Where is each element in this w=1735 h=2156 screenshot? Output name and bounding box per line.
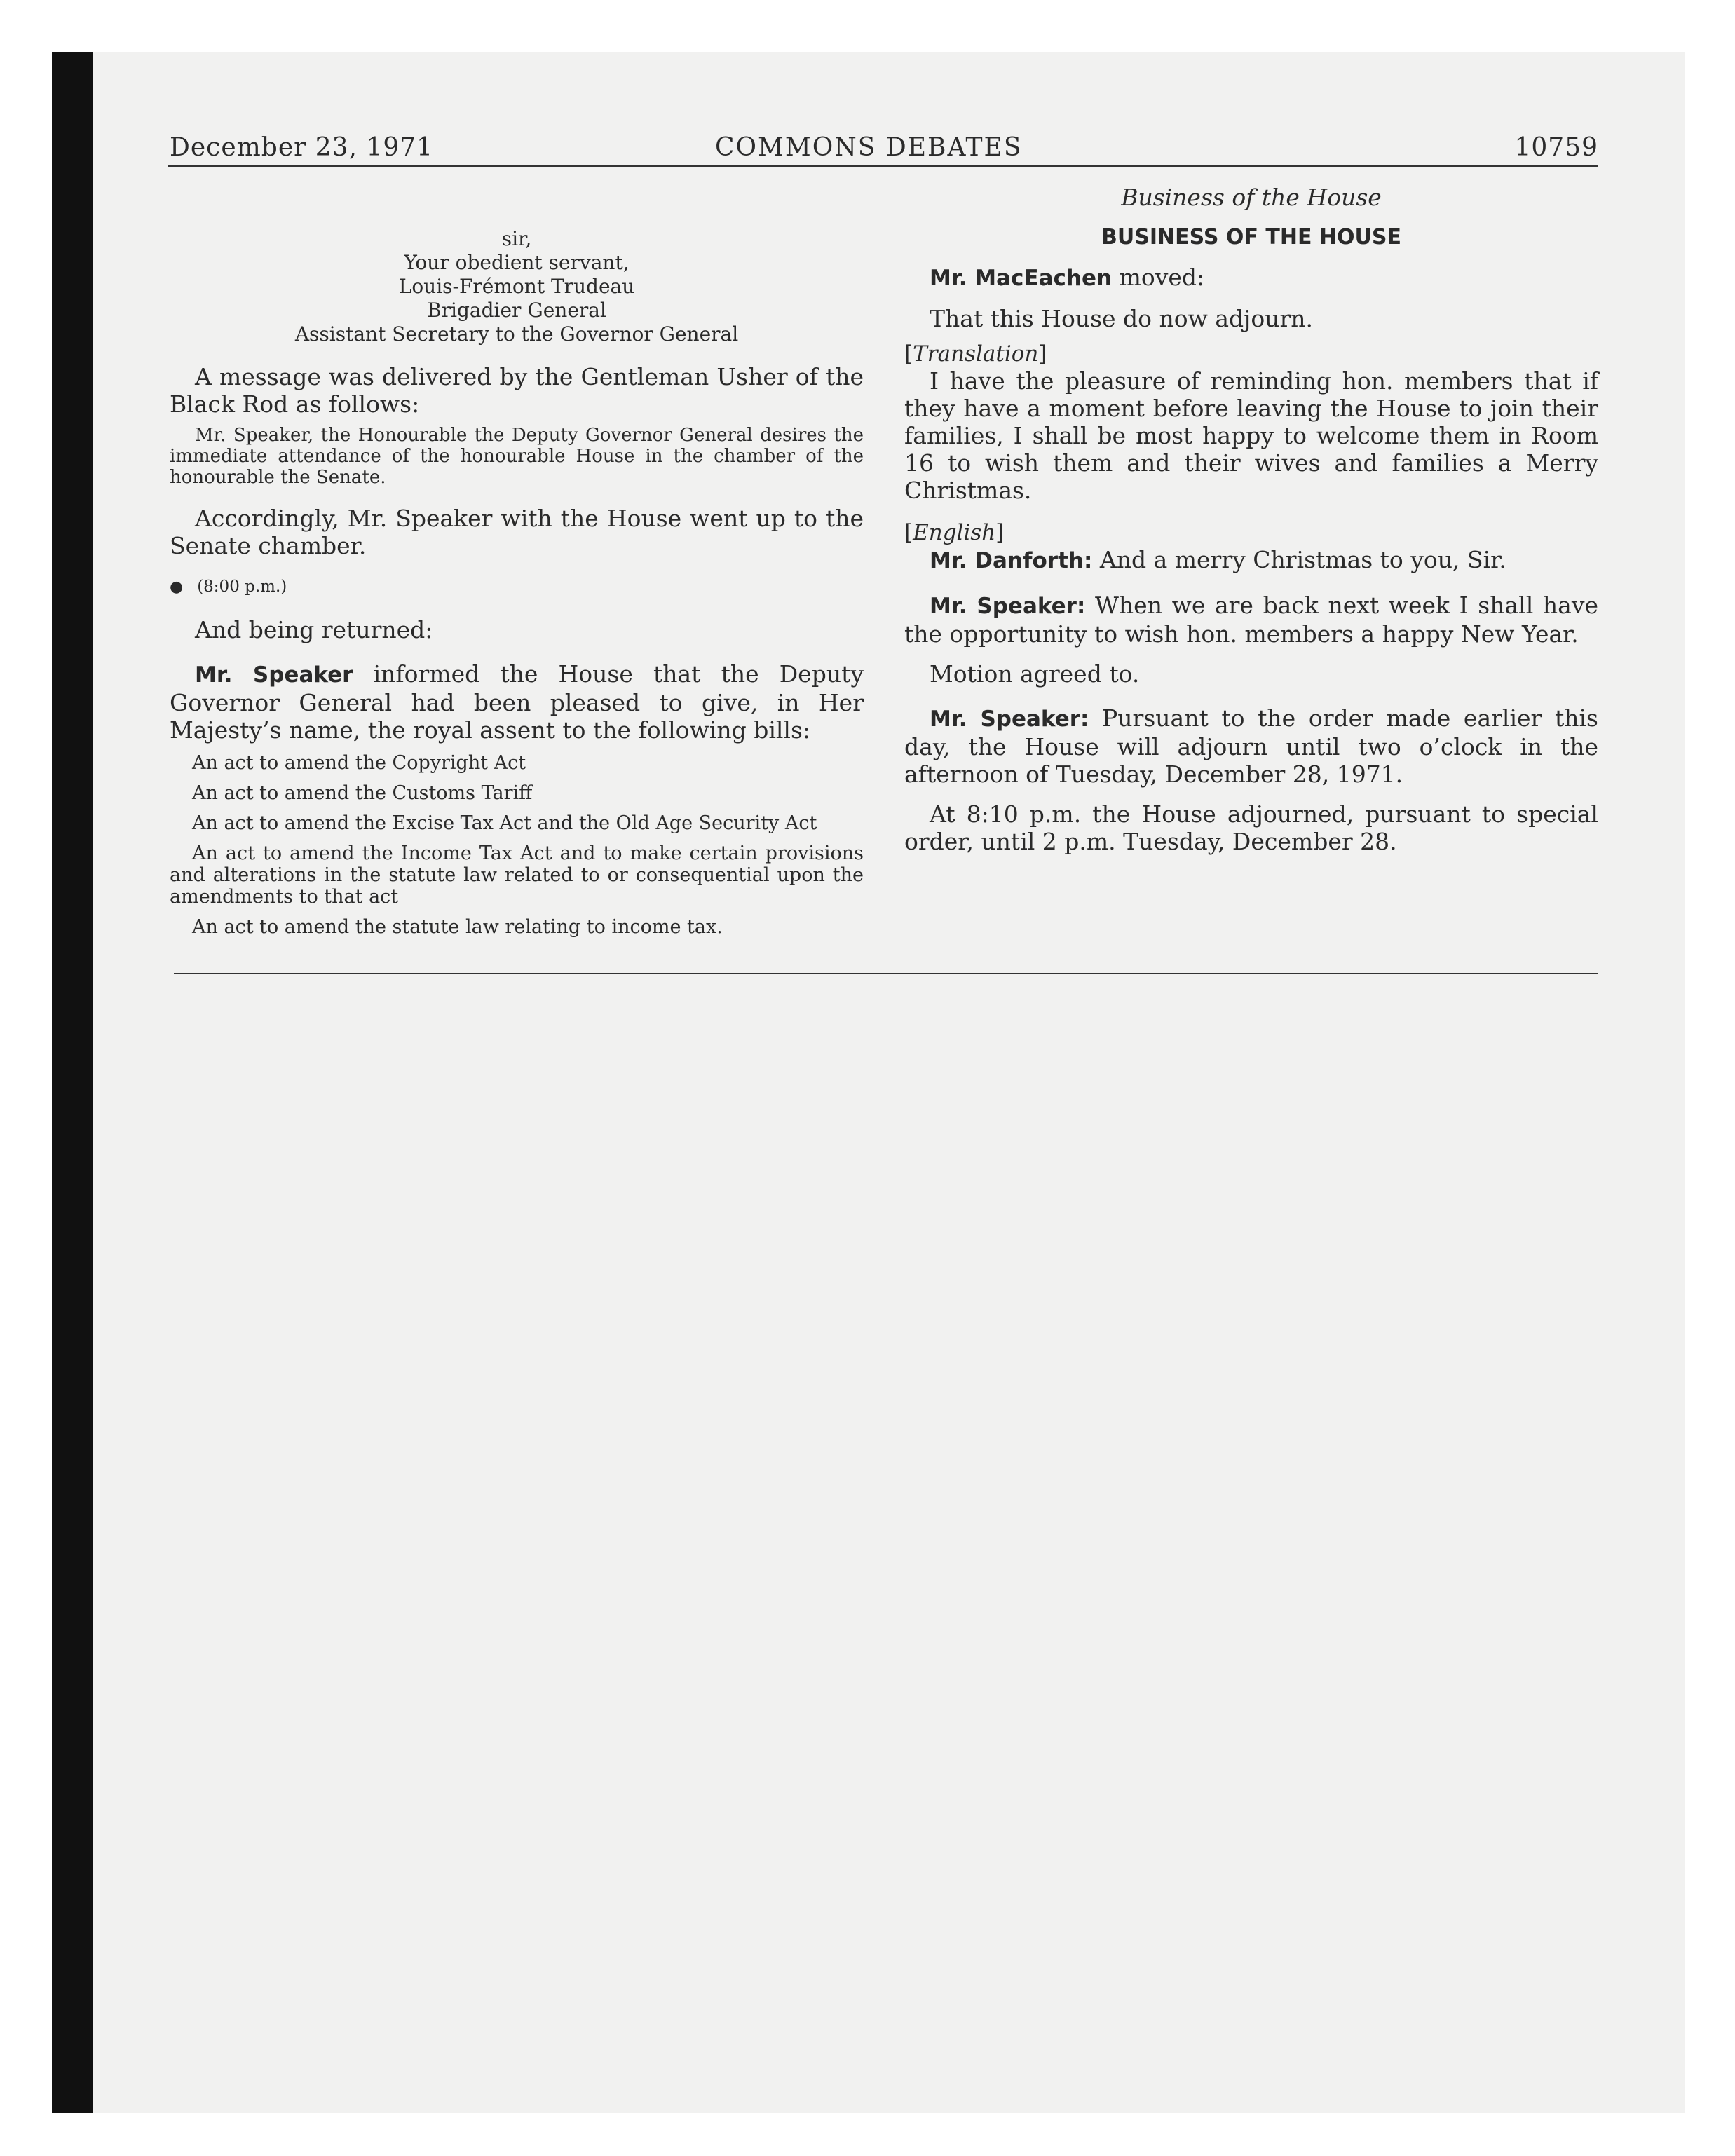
bill-item: An act to amend the Income Tax Act and to make certain provisions and alterations in the statute law related to or consequential upon the amendments to that act <box>170 842 864 908</box>
time-marker-text: (8:00 p.m.) <box>197 578 287 596</box>
bill-item: An act to amend the statute law relating to income tax. <box>192 916 723 938</box>
motion-text: That this House do now adjourn. <box>930 305 1314 332</box>
speaker-name: Mr. Speaker <box>195 662 353 688</box>
speaker-paragraph <box>904 592 1598 648</box>
danforth-paragraph <box>904 546 1598 575</box>
right-column <box>904 184 1598 855</box>
assent-paragraph <box>170 660 864 744</box>
signature-name: Louis-Frémont Trudeau <box>398 275 635 298</box>
speaker-text: Pursuant to the order made earlier this day, the House will adjourn until two o’clock in the afternoon of Tuesday, December 28, 1971. <box>904 704 1598 788</box>
time-marker <box>170 576 864 598</box>
translation-label: [Translation] <box>904 341 1047 367</box>
danforth-text: And a merry Christmas to you, Sir. <box>1099 546 1506 573</box>
header-page-number: 10759 <box>1514 133 1598 162</box>
speaker-paragraph <box>904 704 1598 788</box>
scan-binding-edge <box>52 52 93 2113</box>
speaker-name: Mr. Speaker: <box>930 707 1089 732</box>
speaker-name: Mr. Danforth: <box>930 548 1093 573</box>
speaker-name: Mr. MacEachen <box>930 266 1113 291</box>
bill-item: An act to amend the Excise Tax Act and the Old Age Security Act <box>192 812 817 834</box>
message-quote: Mr. Speaker, the Honourable the Deputy Governor General desires the immediate attendance of the honourable House in the chamber of the honourable the Senate. <box>170 425 864 488</box>
speaker-name: Mr. Speaker: <box>930 594 1086 619</box>
header-date: December 23, 1971 <box>170 133 434 162</box>
header-rule <box>168 165 1598 167</box>
translation-label-text: Translation <box>913 341 1039 367</box>
signature-closing: Your obedient servant, <box>404 251 630 274</box>
left-column <box>170 184 864 938</box>
header-title: COMMONS DEBATES <box>715 133 1023 162</box>
moved-paragraph <box>904 264 1598 292</box>
motion-agreed: Motion agreed to. <box>930 660 1140 688</box>
end-rule <box>174 973 1598 974</box>
signature-rank: Brigadier General <box>427 299 606 322</box>
section-heading: BUSINESS OF THE HOUSE <box>1101 225 1401 250</box>
message-intro: A message was delivered by the Gentleman Usher of the Black Rod as follows: <box>170 363 864 418</box>
assent-text: informed the House that the Deputy Governor General had been pleased to give, in Her Majesty’s name, the royal assent to the following bills: <box>170 660 864 744</box>
bill-item: An act to amend the Copyright Act <box>192 752 526 774</box>
signature-salutation: sir, <box>501 227 532 250</box>
running-head: Business of the House <box>1121 184 1382 211</box>
speaker-text: When we are back next week I shall have the opportunity to wish hon. members a happy New Year. <box>904 592 1598 648</box>
translation-paragraph: I have the pleasure of reminding hon. members that if they have a moment before leaving the House to join their families, I shall be most happy to welcome them in Room 16 to wish them and their wives and families a Merry Christmas. <box>904 367 1598 504</box>
accordingly-paragraph: Accordingly, Mr. Speaker with the House went up to the Senate chamber. <box>170 505 864 559</box>
moved-text: moved: <box>1119 264 1205 291</box>
english-label-text: English <box>913 520 996 545</box>
returned-paragraph: And being returned: <box>195 616 433 643</box>
english-label: [English] <box>904 520 1005 545</box>
bill-item: An act to amend the Customs Tariff <box>192 782 533 804</box>
adjourned-paragraph: At 8:10 p.m. the House adjourned, pursuant to special order, until 2 p.m. Tuesday, December 28. <box>904 800 1598 855</box>
bullet-icon: ● <box>170 578 184 596</box>
signature-title: Assistant Secretary to the Governor General <box>294 322 739 346</box>
